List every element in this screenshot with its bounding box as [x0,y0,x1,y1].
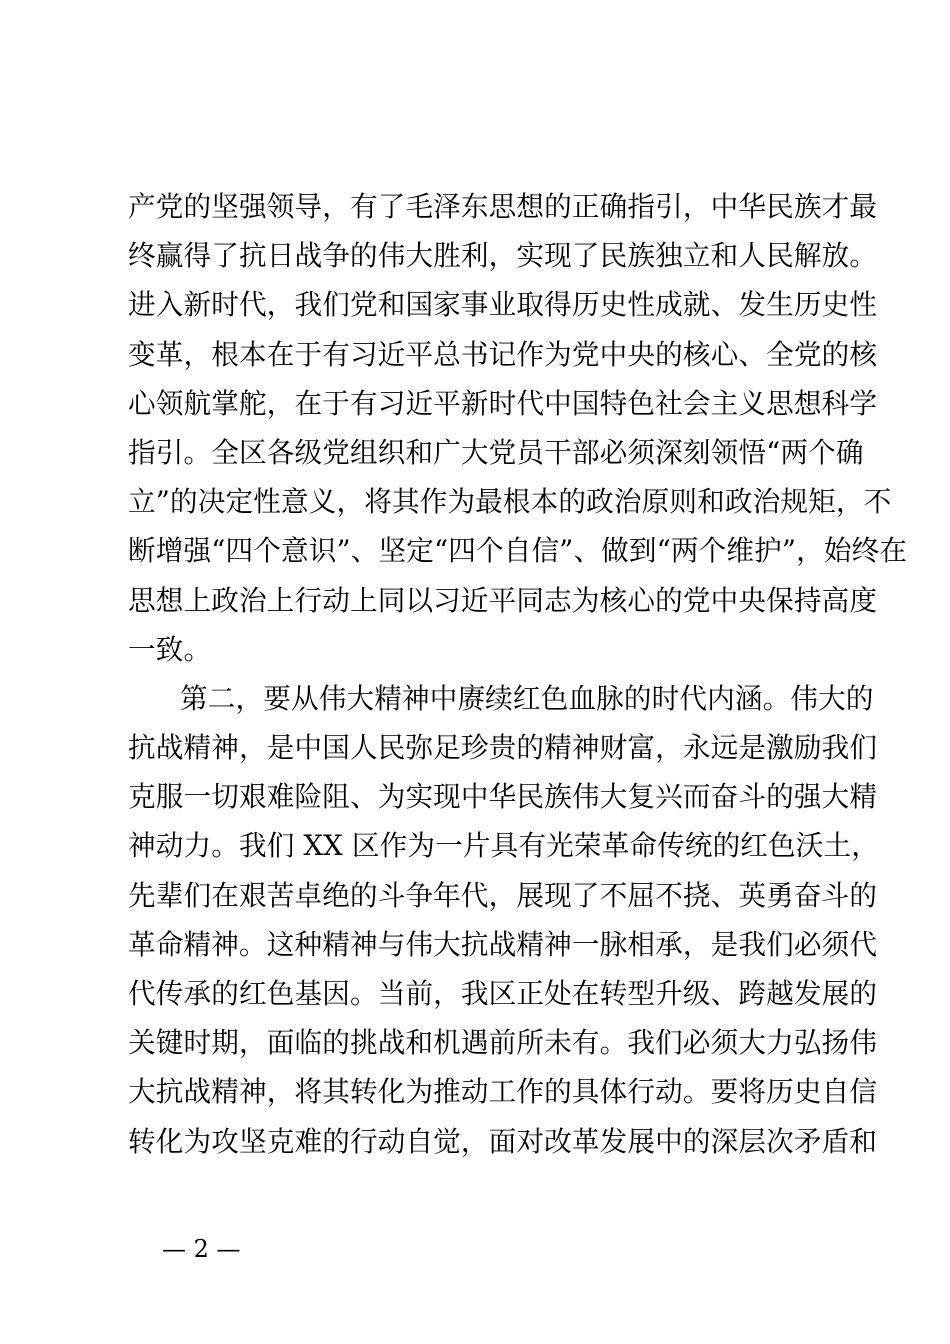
paragraph-line: 神动力。我们 XX 区作为一片具有光荣革命传统的红色沃土， [128,829,880,863]
paragraph-line: 指引。全区各级党组织和广大党员干部必须深刻领悟“两个确 [128,435,864,469]
paragraph-2 [128,674,880,1166]
paragraph-line: 变革，根本在于有习近平总书记作为党中央的核心、全党的核 [128,337,878,371]
paragraph-line: 立”的决定性意义，将其作为最根本的政治原则和政治规矩，不 [128,485,892,519]
paragraph-line: 转化为攻坚克难的行动自觉，面对改革发展中的深层次矛盾和 [128,1124,878,1158]
paragraph-1 [128,182,908,674]
paragraph-line: 代传承的红色基因。当前，我区正处在转型升级、跨越发展的 [128,977,878,1010]
paragraph-line: 断增强“四个意识”、坚定“四个自信”、做到“两个维护”，始终在 [128,534,908,568]
paragraph-line: 一致。 [128,632,212,666]
page-number: — 2 — [162,1235,241,1263]
paragraph-line: 进入新时代，我们党和国家事业取得历史性成就、发生历史性 [128,288,878,322]
paragraph-line: 产党的坚强领导，有了毛泽东思想的正确指引，中华民族才最 [128,190,878,223]
paragraph-line: 先辈们在艰苦卓绝的斗争年代，展现了不屈不挠、英勇奋斗的 [128,878,878,912]
paragraph-line: 思想上政治上行动上同以习近平同志为核心的党中央保持高度 [128,583,878,617]
paragraph-line: 心领航掌舵，在于有习近平新时代中国特色社会主义思想科学 [128,386,878,420]
paragraph-line: 革命精神。这种精神与伟大抗战精神一脉相承，是我们必须代 [128,927,878,961]
paragraph-line: 终赢得了抗日战争的伟大胜利，实现了民族独立和人民解放。 [128,239,878,273]
paragraph-line: 大抗战精神，将其转化为推动工作的具体行动。要将历史自信 [128,1075,878,1109]
document-body [128,182,908,1166]
paragraph-line: 关键时期，面临的挑战和机遇前所未有。我们必须大力弘扬伟 [128,1026,878,1060]
paragraph-line: 抗战精神，是中国人民弥足珍贵的精神财富，永远是激励我们 [128,731,878,765]
paragraph-line-first: 第二，要从伟大精神中赓续红色血脉的时代内涵。伟大的 [180,681,874,715]
paragraph-line: 克服一切艰难险阻、为实现中华民族伟大复兴而奋斗的强大精 [128,780,878,814]
